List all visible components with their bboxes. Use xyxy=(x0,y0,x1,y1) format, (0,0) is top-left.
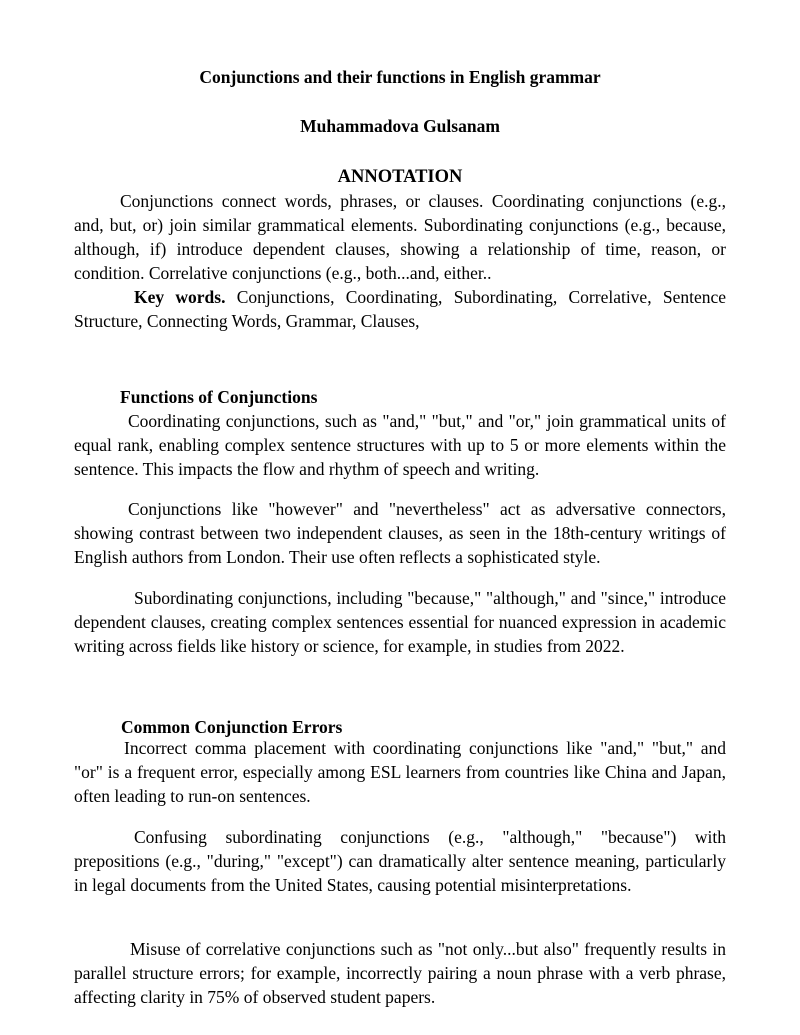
author-name: Muhammadova Gulsanam xyxy=(300,116,500,136)
paragraph: Coordinating conjunctions, such as "and," "but," and "or," join grammatical units of equal rank, enabling complex sentence structures with up to 5 or more elements within the sentence. This impacts the flow and rhythm of speech and writing. xyxy=(74,411,726,479)
keywords-text: Conjunctions, Coordinating, Subordinating, Correlative, Sentence Structure, Connecting Words, Grammar, Clauses, xyxy=(74,287,727,331)
paragraph: Misuse of correlative conjunctions such as "not only...but also" frequently results in parallel structure errors; for example, incorrectly pairing a noun phrase with a verb phrase, affecting clarity in 75% of observed student papers. xyxy=(74,939,726,1007)
annotation-paragraph: Conjunctions connect words, phrases, or clauses. Coordinating conjunctions (e.g., and, but, or) join similar grammatical elements. Subordinating conjunctions (e.g., because, although, if) introduce dependent clauses, showing a relationship of time, reason, or condition. Correlative conjunctions (e.g., both...and, either.. xyxy=(74,191,726,283)
keywords-label: Key words. xyxy=(134,287,226,307)
paragraph: Incorrect comma placement with coordinating conjunctions like "and," "but," and "or" is a frequent error, especially among ESL learners from countries like China and Japan, often leading to run-on sentences. xyxy=(74,738,726,806)
paragraph: Conjunctions like "however" and "nevertheless" act as adversative connectors, showing contrast between two independent clauses, as seen in the 18th-century writings of English authors from London. Their use often reflects a sophisticated style. xyxy=(74,499,726,567)
keywords-paragraph xyxy=(74,285,726,333)
paragraph: Confusing subordinating conjunctions (e.g., "although," "because") with prepositions (e.g., "during," "except") can dramatically alter sentence meaning, particularly in legal documents from the United States, causing potential misinterpretations. xyxy=(74,827,726,895)
section-heading-errors: Common Conjunction Errors xyxy=(121,717,343,737)
annotation-heading: ANNOTATION xyxy=(337,167,463,187)
document-title: Conjunctions and their functions in English grammar xyxy=(199,67,601,87)
paragraph: Subordinating conjunctions, including "because," "although," and "since," introduce dependent clauses, creating complex sentences essential for nuanced expression in academic writing across fields like history or science, for example, in studies from 2022. xyxy=(74,588,726,656)
section-heading-functions: Functions of Conjunctions xyxy=(120,387,318,407)
